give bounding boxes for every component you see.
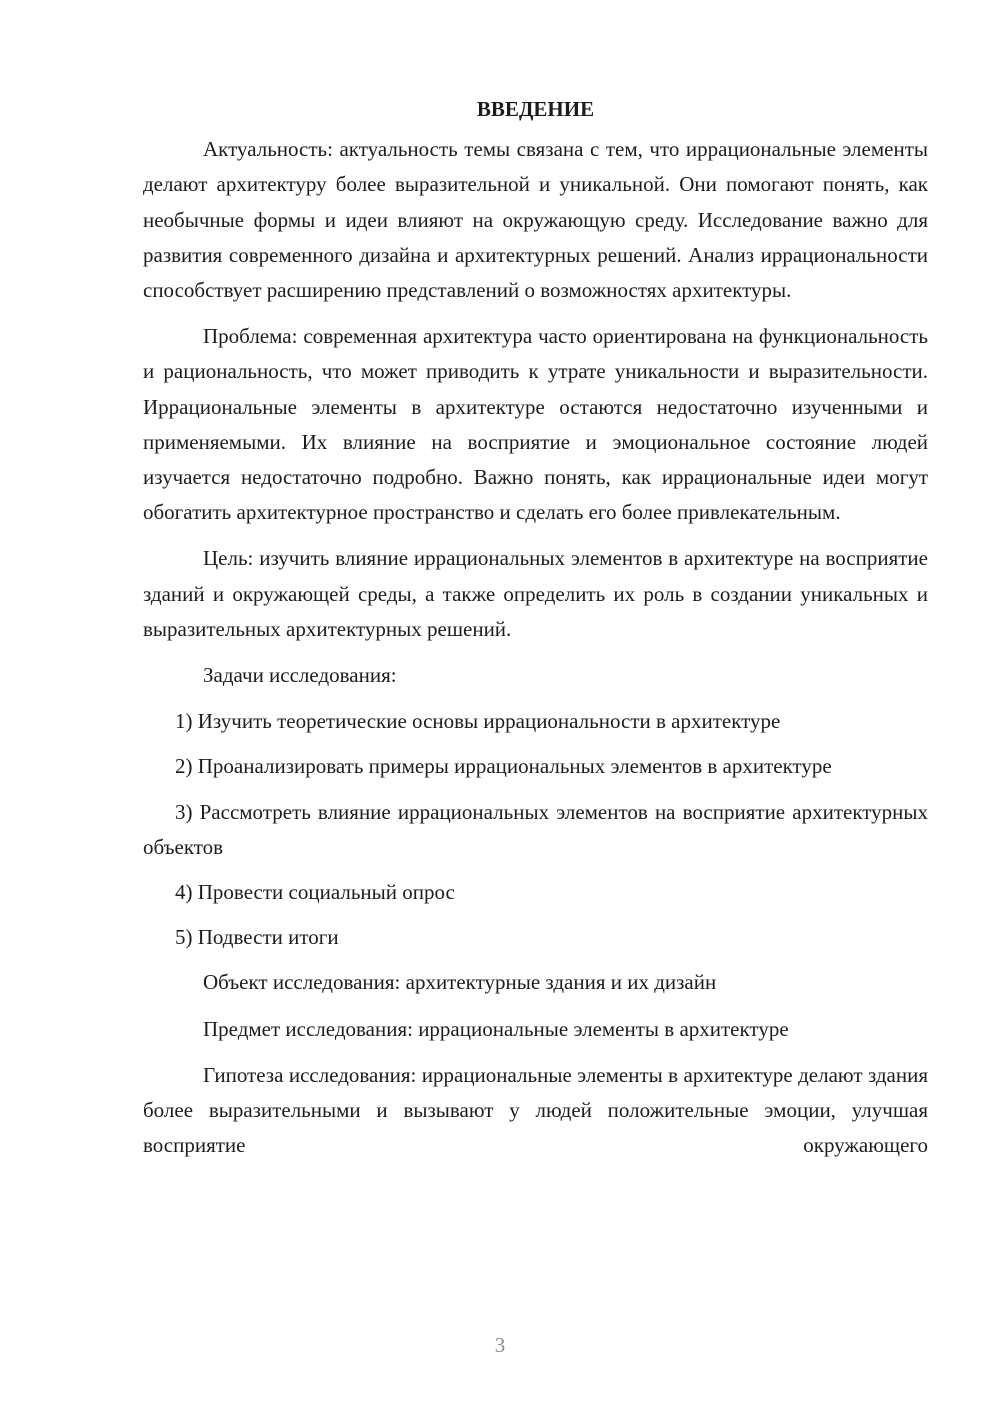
section-heading: ВВЕДЕНИЕ bbox=[476, 97, 595, 121]
paragraph-goal: Цель: изучить влияние иррациональных элементов в архитектуре на восприятие зданий и окружающей среды, а также определить их роль в создании уникальных и выразительных архитектурных решений. bbox=[143, 546, 928, 641]
tasks-heading: Задачи исследования: bbox=[203, 663, 397, 688]
task-item-4: 4) Провести социальный опрос bbox=[175, 880, 455, 905]
paragraph-object: Объект исследования: архитектурные здания и их дизайн bbox=[203, 970, 717, 995]
task-item-5: 5) Подвести итоги bbox=[175, 925, 339, 950]
document-page bbox=[143, 92, 928, 1163]
paragraph-problem: Проблема: современная архитектура часто ориентирована на функциональность и рациональность, что может приводить к утрате уникальности и выразительности. Иррациональные элементы в архитектуре остаются недостаточно изученными и применяемыми. Их влияние на восприятие и эмоциональное состояние людей изучается недостаточно подробно. Важно понять, как иррациональные идеи могут обогатить архитектурное пространство и сделать его более привлекательным. bbox=[143, 324, 928, 525]
paragraph-hypothesis: Гипотеза исследования: иррациональные элементы в архитектуре делают здания более выразительными и вызывают у людей положительные эмоции, улучшая восприятие окружающего bbox=[143, 1062, 928, 1158]
paragraph-relevance: Актуальность: актуальность темы связана с тем, что иррациональные элементы делают архитектуру более выразительной и уникальной. Они помогают понять, как необычные формы и идеи влияют на окружающую среду. Исследование важно для развития современного дизайна и архитектурных решений. Анализ иррациональности способствует расширению представлений о возможностях архитектуры. bbox=[143, 137, 928, 303]
task-item-1: 1) Изучить теоретические основы иррациональности в архитектуре bbox=[175, 709, 781, 734]
page-number: 3 bbox=[494, 1333, 506, 1357]
task-item-2: 2) Проанализировать примеры иррациональных элементов в архитектуре bbox=[175, 754, 832, 779]
task-item-3: 3) Рассмотреть влияние иррациональных элементов на восприятие архитектурных объектов bbox=[143, 799, 928, 859]
paragraph-subject: Предмет исследования: иррациональные элементы в архитектуре bbox=[203, 1016, 789, 1041]
